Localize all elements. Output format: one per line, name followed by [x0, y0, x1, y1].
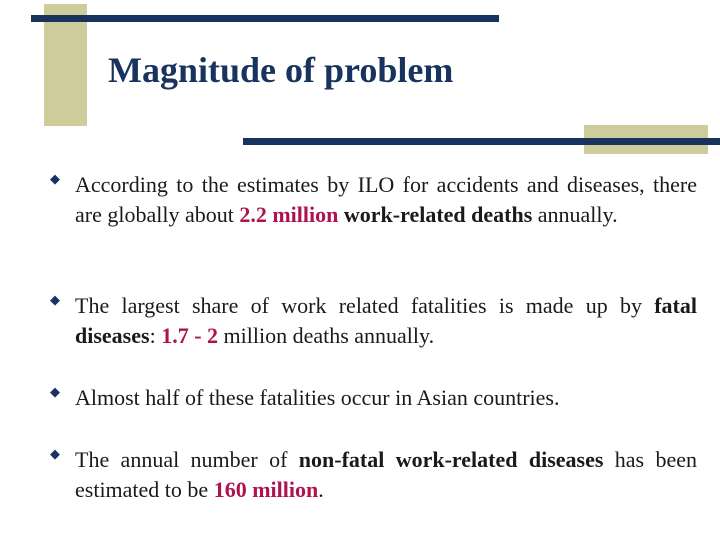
bullet-text-run: : — [149, 323, 162, 348]
bullet-text — [75, 445, 697, 505]
highlighted-figure: 1.7 - 2 — [161, 323, 219, 348]
bold-phrase: work-related deaths — [338, 202, 533, 227]
diamond-bullet-icon: ◆ — [50, 171, 60, 186]
bullet-text-run: According to the estimates by ILO for accidents and diseases, there are globally about — [75, 172, 697, 227]
slide-title: Magnitude of problem — [108, 50, 454, 90]
bullet-text — [75, 291, 697, 351]
bold-phrase: non-fatal work-related diseases — [298, 447, 604, 472]
bullet-text — [75, 383, 697, 413]
bullet-text-run: Almost half of these fatalities occur in Asian countries. — [75, 385, 560, 410]
diamond-bullet-icon: ◆ — [50, 292, 60, 307]
diamond-bullet-icon: ◆ — [50, 446, 60, 461]
bullet-text-run: million deaths annually. — [218, 323, 435, 348]
bullet-text — [75, 170, 697, 230]
bullet-text-run: annually. — [532, 202, 618, 227]
bold-phrase: fatal diseases — [75, 293, 697, 348]
bullet-text-run: The annual number of — [75, 447, 299, 472]
highlighted-figure: 160 million — [213, 477, 319, 502]
bullet-text-run: . — [318, 477, 324, 502]
bullet-text-run: The largest share of work related fatalities is made up by — [75, 293, 655, 318]
highlighted-figure: 2.2 million — [239, 202, 339, 227]
bullet-text-run: has been estimated to be — [75, 447, 697, 502]
diamond-bullet-icon: ◆ — [50, 384, 60, 399]
